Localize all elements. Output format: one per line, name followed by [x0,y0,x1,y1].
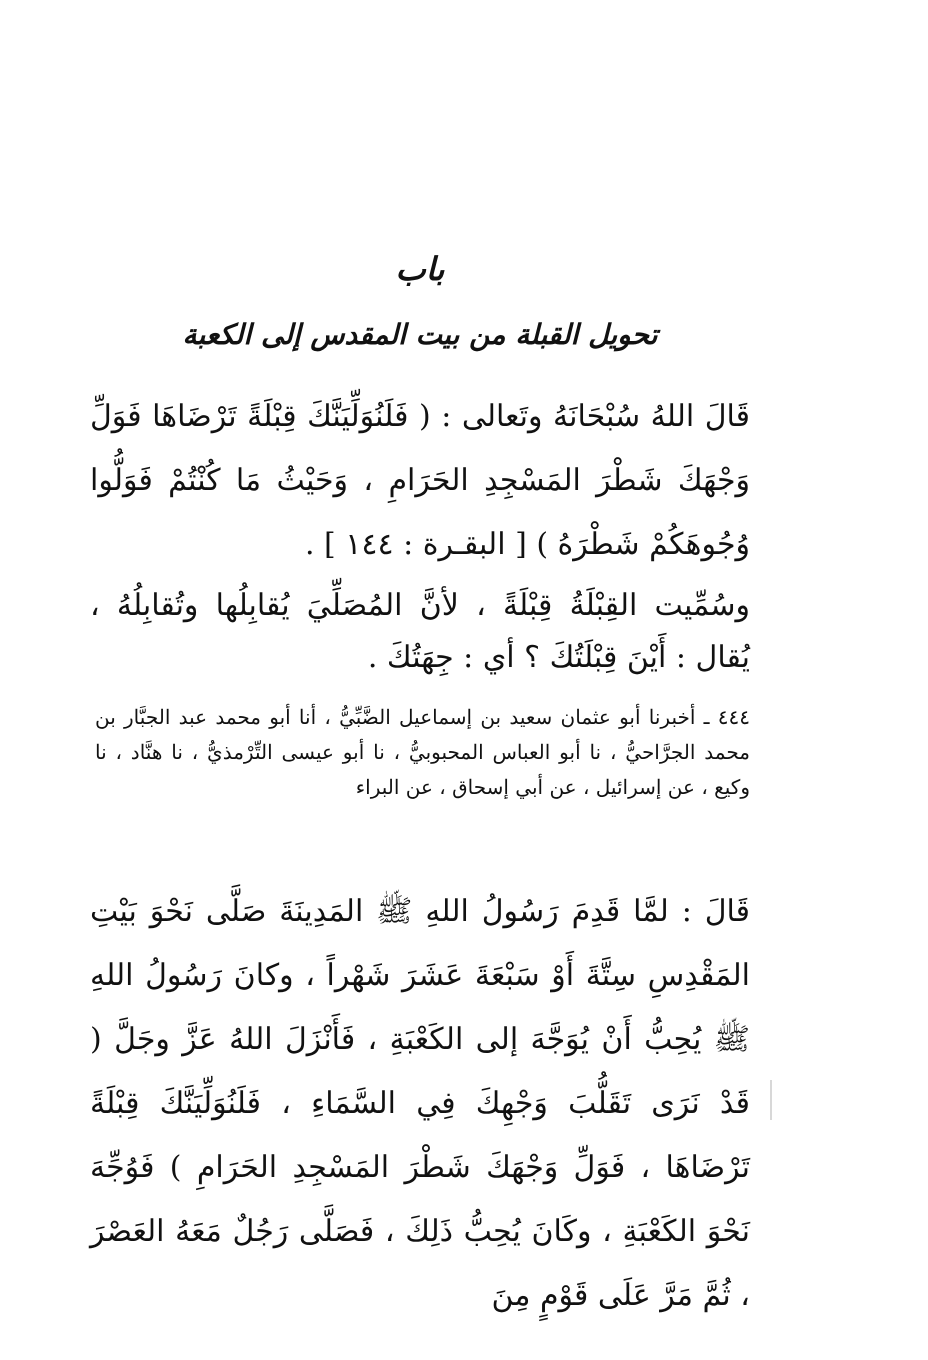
chapter-heading: باب [395,250,445,288]
qibla-definition-paragraph: وسُمِّيت القِبْلَةُ قِبْلَةً ، لأنَّ المُصَلِّيَ يُقابِلُها وتُقابِلُهُ ، يُقال : أَيْنَ قِبْلَتُكَ ؟ أي : جِهَتُكَ . [90,588,750,675]
chapter-title: تحويل القبلة من بيت المقدس إلى الكعبة [182,318,658,351]
hadith-text-paragraph: قَالَ : لمَّا قَدِمَ رَسُولُ اللهِ ﷺ المَدِينَةَ صَلَّى نَحْوَ بَيْتِ المَقْدِسِ سِتَّةَ أَوْ سَبْعَةَ عَشَرَ شَهْراً ، وكانَ رَسُولُ اللهِ ﷺ يُحِبُّ أَنْ يُوَجَّهَ إلى الكَعْبَةِ ، فَأَنْزَلَ اللهُ عَزَّ وجَلَّ ( قَدْ نَرَى تَقَلُّبَ وَجْهِكَ فِي السَّمَاءِ ، فَلَنُوَلِّيَنَّكَ قِبْلَةً تَرْضَاهَا ، فَوَلِّ وَجْهَكَ شَطْرَ المَسْجِدِ الحَرَامِ ) فَوُجِّهَ نَحْوَ الكَعْبَةِ ، وكَانَ يُحِبُّ ذَلِكَ ، فَصَلَّى رَجُلٌ مَعَهُ العَصْرَ ، ثُمَّ مَرَّ عَلَى قَوْمٍ مِنَ [90,894,750,1313]
margin-mark [770,1080,772,1120]
quran-verse-paragraph: قَالَ اللهُ سُبْحَانَهُ وتَعالى : ( فَلَنُوَلِّيَنَّكَ قِبْلَةً تَرْضَاهَا فَوَلِّ وَجْهَكَ شَطْرَ المَسْجِدِ الحَرَامِ ، وَحَيْثُ مَا كُنْتُمْ فَوَلُّوا وُجُوهَكُمْ شَطْرَهُ ) [ البقـرة : ١٤٤ ] . [90,399,750,562]
hadith-chain-paragraph: ٤٤٤ ـ أخبرنا أبو عثمان سعيد بن إسماعيل الضَّبِّيُّ ، أنا أبو محمد عبد الجبَّار بن محمد الجرَّاحيُّ ، نا أبو العباس المحبوبيُّ ، نا أبو عيسى التِّرْمذيُّ ، نا هنَّاد ، نا وكيع ، عن إسرائيل ، عن أبي إسحاق ، عن البراء [95,705,750,799]
